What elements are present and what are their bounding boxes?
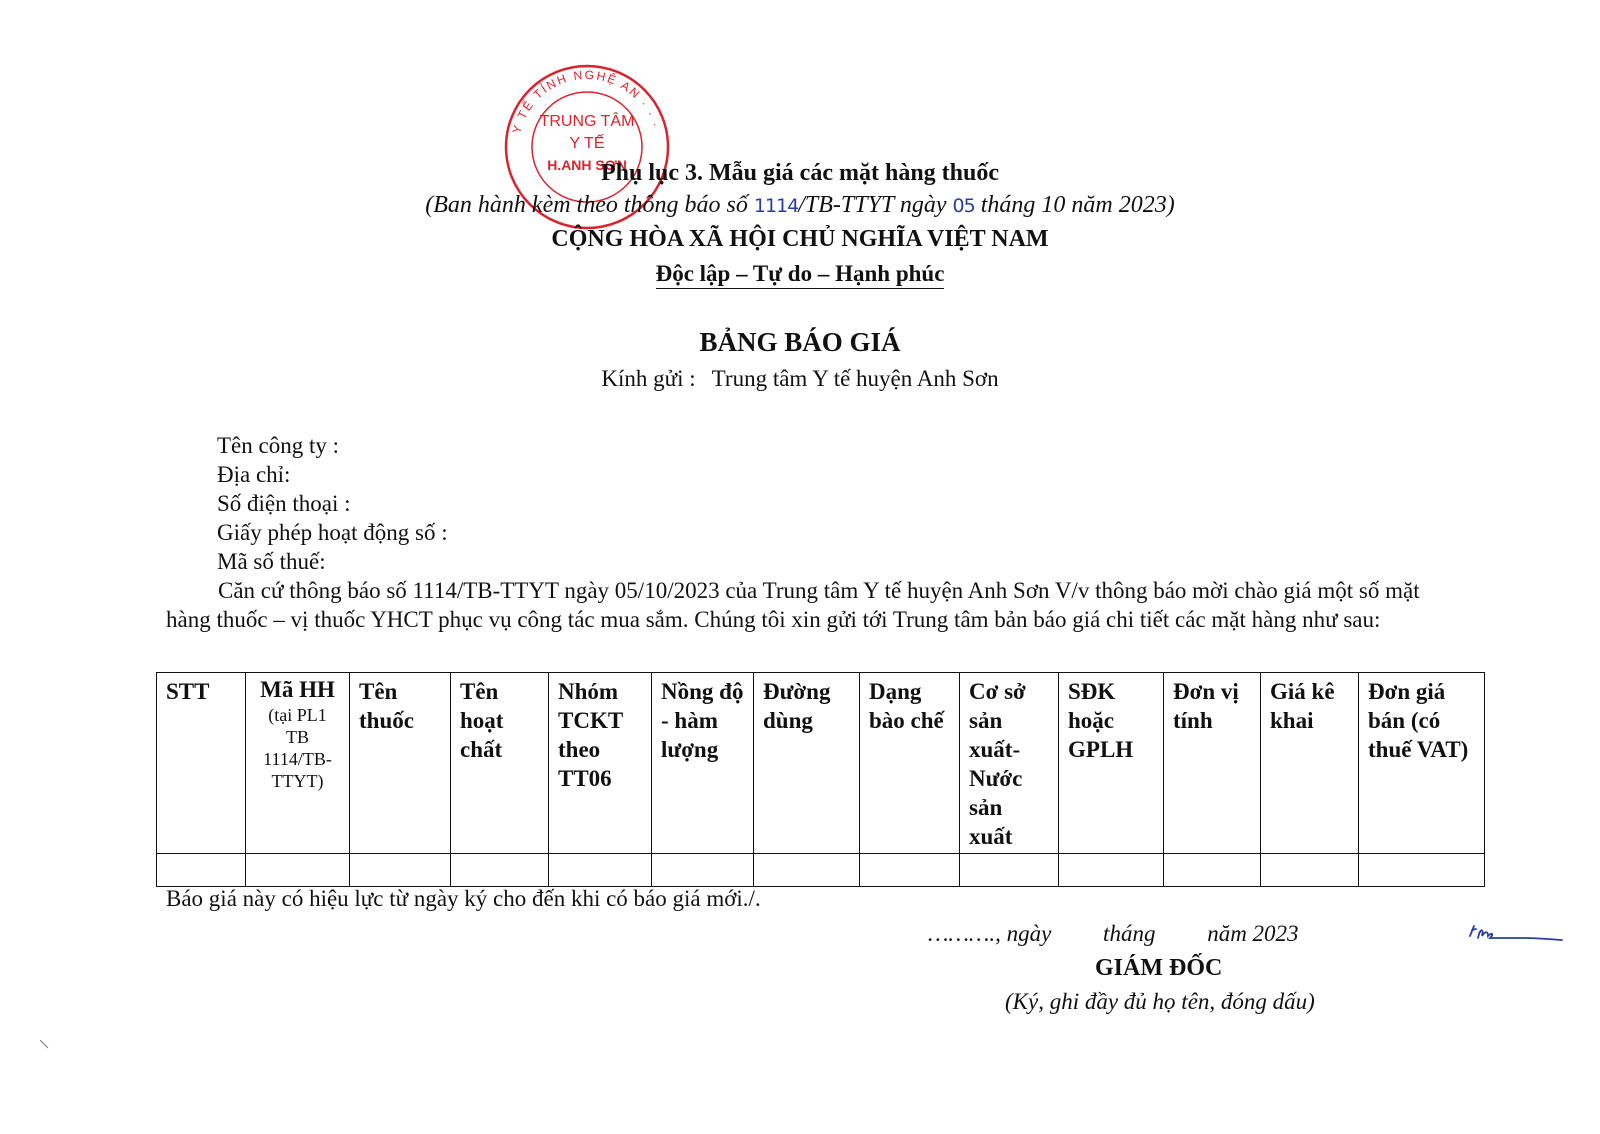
col-technical-group: Nhóm TCKT theo TT06 xyxy=(549,673,652,854)
motto: Độc lập – Tự do – Hạnh phúc xyxy=(656,261,945,289)
table-row xyxy=(157,854,1485,887)
recipient-label: Kính gửi : xyxy=(601,366,696,391)
table-cell xyxy=(246,854,350,887)
col-dosage-form: Dạng bào chế xyxy=(860,673,960,854)
table-cell xyxy=(860,854,960,887)
handwritten-notice-number: 1114 xyxy=(753,195,799,217)
col-strength: Nồng độ - hàm lượng xyxy=(652,673,754,854)
svg-text:TRUNG TÂM: TRUNG TÂM xyxy=(539,113,635,130)
table-cell xyxy=(549,854,652,887)
table-cell xyxy=(652,854,754,887)
address-field: Địa chỉ: xyxy=(217,462,291,487)
phone-field: Số điện thoại : xyxy=(217,491,351,516)
table-cell xyxy=(1261,854,1359,887)
recipient-line xyxy=(0,366,1600,392)
tax-code-field: Mã số thuế: xyxy=(217,549,326,574)
appendix-subtitle: (Ban hành kèm theo thông báo số 1114/TB-TTYT ngày 05 tháng 10 năm 2023) xyxy=(425,192,1175,218)
table-cell xyxy=(960,854,1059,887)
svg-text:Y TẾ: Y TẾ xyxy=(569,135,605,152)
quote-table xyxy=(156,672,1485,887)
scan-edge-mark xyxy=(40,1040,50,1050)
col-drug-name: Tên thuốc xyxy=(350,673,451,854)
recipient-name: Trung tâm Y tế huyện Anh Sơn xyxy=(711,366,999,391)
col-stt: STT xyxy=(157,673,246,854)
col-unit-price: Đơn giá bán (có thuế VAT) xyxy=(1359,673,1485,854)
col-manufacturer: Cơ sở sản xuất- Nước sản xuất xyxy=(960,673,1059,854)
col-code-note: (tại PL1 TB 1114/TB-TTYT) xyxy=(263,705,332,791)
republic-heading: CỘNG HÒA XÃ HỘI CHỦ NGHĨA VIỆT NAM xyxy=(551,226,1049,252)
intro-paragraph: Căn cứ thông báo số 1114/TB-TTYT ngày 05/10/2023 của Trung tâm Y tế huyện Anh Sơn V/v thông báo mời chào giá một số mặt hàng thuốc – vị thuốc YHCT phục vụ công tác mua sắm. Chúng tôi xin gửi tới Trung tâm bản báo giá chi tiết các mặt hàng như sau: xyxy=(166,578,1420,632)
table-header-row xyxy=(157,673,1485,854)
col-registration: SĐK hoặc GPLH xyxy=(1059,673,1164,854)
director-title: GIÁM ĐỐC xyxy=(1095,955,1223,981)
table-cell xyxy=(451,854,549,887)
col-active-ingredient: Tên hoạt chất xyxy=(451,673,549,854)
table-cell xyxy=(1164,854,1261,887)
license-field: Giấy phép hoạt động số : xyxy=(217,520,448,545)
validity-note: Báo giá này có hiệu lực từ ngày ký cho đến khi có báo giá mới./. xyxy=(166,886,761,911)
motto-line xyxy=(0,261,1600,289)
table-cell xyxy=(1059,854,1164,887)
col-route: Đường dùng xyxy=(754,673,860,854)
table-cell xyxy=(157,854,246,887)
svg-text:H.ANH SƠN: H.ANH SƠN xyxy=(547,157,627,173)
date-line: ………., ngày tháng năm 2023 xyxy=(928,921,1299,946)
handwritten-day: 05 xyxy=(952,195,975,217)
document-title: BẢNG BÁO GIÁ xyxy=(699,327,901,357)
table-cell xyxy=(350,854,451,887)
company-name-field: Tên công ty : xyxy=(217,433,339,458)
table-cell xyxy=(754,854,860,887)
signature-note: (Ký, ghi đầy đủ họ tên, đóng dấu) xyxy=(1005,989,1315,1014)
table-cell xyxy=(1359,854,1485,887)
handwritten-initials xyxy=(1466,920,1566,946)
col-code xyxy=(246,673,350,854)
col-unit: Đơn vị tính xyxy=(1164,673,1261,854)
svg-text:Y TẾ TỈNH NGHỆ AN · · ·: Y TẾ TỈNH NGHỆ AN · · · xyxy=(509,67,664,136)
col-code-title: Mã HH xyxy=(260,677,335,702)
appendix-title: Phụ lục 3. Mẫu giá các mặt hàng thuốc xyxy=(600,160,999,186)
col-declared-price: Giá kê khai xyxy=(1261,673,1359,854)
